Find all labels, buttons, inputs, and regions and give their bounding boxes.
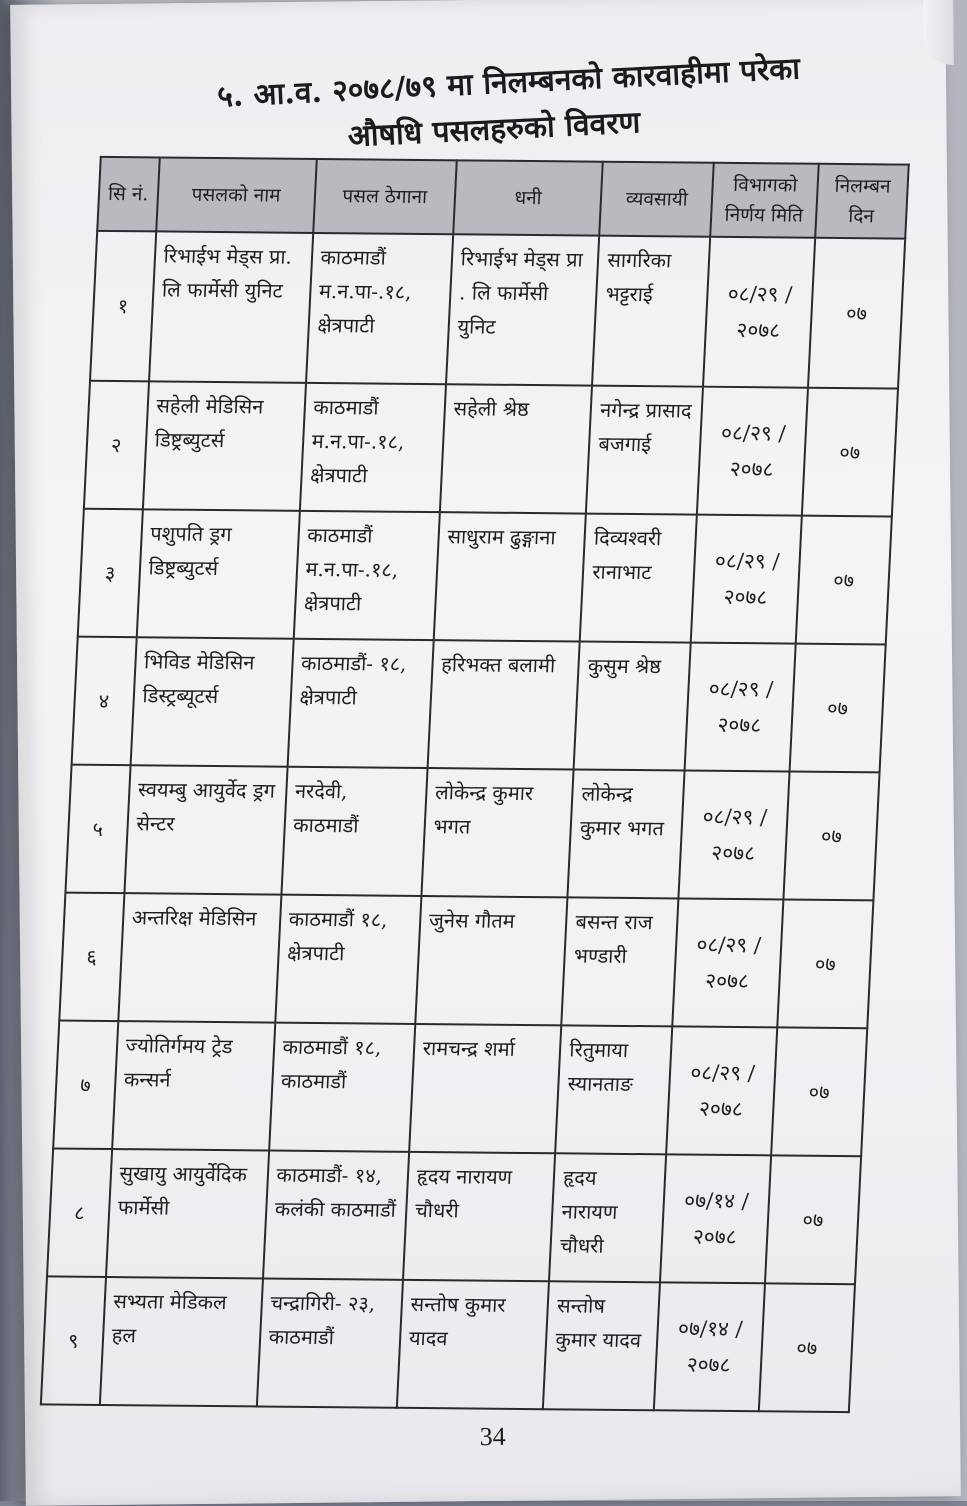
cell-decision-date: ०८/२९ /२०७८ (703, 237, 815, 388)
cell-professional: हृदय नारायण चौधरी (549, 1153, 666, 1282)
cell-owner: सन्तोष कुमार यादव (397, 1280, 550, 1409)
cell-professional: कुसुम श्रेष्ठ (574, 642, 691, 771)
cell-owner: रिभाईभ मेड्स प्रा . लि फार्मेसी युनिट (446, 234, 600, 385)
table-row (72, 637, 886, 773)
cell-suspension-days: ०७ (796, 516, 892, 645)
column-header-sn: सि नं. (97, 157, 159, 232)
cell-owner: हृदय नारायण चौधरी (403, 1152, 556, 1281)
column-header-suspension-days: निलम्बन दिन (815, 164, 909, 239)
cell-shop-name: भिविड मेडिसिन डिस्ट्रब्यूटर्स (130, 637, 293, 766)
cell-sn: २ (84, 381, 149, 510)
cell-decision-date: ०७/१४ /२०७८ (660, 1154, 771, 1283)
cell-owner: रामचन्द्र शर्मा (409, 1024, 562, 1153)
page-title-line-1: ५. आ.व. २०७८/७९ मा निलम्बनको कारवाहीमा परेका (216, 51, 801, 115)
suspension-table-container (40, 156, 910, 1413)
cell-owner: लोकेन्द्र कुमार भगत (421, 768, 574, 897)
column-header-professional: व्यवसायी (600, 162, 714, 237)
cell-sn: ८ (47, 1148, 112, 1277)
table-row (53, 1021, 867, 1157)
cell-suspension-days: ०७ (771, 1027, 867, 1156)
cell-professional: रितुमाया स्यानताङ (555, 1025, 672, 1154)
column-header-decision-date: विभागको निर्णय मिति (710, 163, 818, 238)
cell-address: काठमाडौं १८, काठमाडौं (269, 1023, 415, 1152)
column-header-owner: धनी (453, 160, 603, 235)
cell-sn: ४ (72, 637, 137, 766)
cell-suspension-days: ०७ (789, 644, 885, 773)
cell-suspension-days: ०७ (808, 238, 905, 389)
cell-sn: ९ (41, 1276, 106, 1405)
cell-sn: १ (90, 231, 156, 382)
book-page (10, 0, 961, 1506)
cell-sn: ७ (53, 1021, 118, 1150)
cell-shop-name: ज्योतिर्गमय ट्रेड कन्सर्न (112, 1021, 275, 1150)
table-row (78, 509, 892, 645)
cell-shop-name: सुखायु आयुर्वेदिक फार्मेसी (106, 1149, 269, 1278)
cell-suspension-days: ०७ (802, 388, 898, 517)
table-row (47, 1148, 861, 1284)
cell-decision-date: ०८/२९ /२०७८ (673, 898, 784, 1027)
cell-shop-name: स्वयम्बु आयुर्वेद ड्रग सेन्टर (124, 765, 287, 894)
cell-address: काठमाडौं म.न.पा-.१८, क्षेत्रपाटी (299, 383, 445, 512)
cell-professional: बसन्त राज भण्डारी (562, 897, 679, 1026)
cell-owner: साधुराम ढुङ्गाना (434, 512, 587, 641)
cell-sn: ६ (59, 893, 124, 1022)
table-row (59, 893, 873, 1029)
cell-shop-name: सहेली मेडिसिन डिष्ट्रब्युटर्स (142, 381, 305, 510)
cell-owner: जुनेस गौतम (415, 896, 568, 1025)
suspension-table (40, 156, 910, 1413)
table-row (65, 765, 879, 901)
page-number: 34 (479, 1421, 506, 1452)
cell-suspension-days: ०७ (759, 1283, 855, 1412)
cell-address: काठमाडौं म.न.पा-.१८, क्षेत्रपाटी (293, 511, 439, 640)
cell-suspension-days: ०७ (783, 772, 879, 901)
cell-owner: हरिभक्त बलामी (427, 640, 580, 769)
column-header-shop-name: पसलको नाम (156, 157, 317, 232)
cell-suspension-days: ०७ (777, 899, 873, 1028)
cell-sn: ३ (78, 509, 143, 638)
table-row (41, 1276, 855, 1412)
column-header-address: पसल ठेगाना (313, 159, 457, 234)
cell-address: काठमाडौं- १८, क्षेत्रपाटी (287, 639, 433, 768)
cell-decision-date: ०८/२९ /२०७८ (685, 643, 796, 772)
cell-professional: लोकेन्द्र कुमार भगत (568, 769, 685, 898)
cell-shop-name: रिभाईभ मेड्स प्रा. लि फार्मेसी युनिट (149, 231, 313, 382)
table-row (84, 381, 898, 517)
cell-sn: ५ (65, 765, 130, 894)
table-row (90, 231, 905, 389)
cell-professional: नगेन्द्र प्रासाद बजगाई (586, 386, 703, 515)
cell-decision-date: ०८/२९ /२०७८ (679, 771, 790, 900)
cell-decision-date: ०८/२९ /२०७८ (691, 515, 802, 644)
cell-professional: सागरिका भट्टराई (592, 236, 710, 387)
cell-address: नरदेवी, काठमाडौं (281, 767, 427, 896)
page-title-line-2: औषधि पसलहरुको विवरण (347, 105, 642, 155)
cell-address: काठमाडौं- १४, कलंकी काठमाडौं (263, 1151, 409, 1280)
cell-professional: सन्तोष कुमार यादव (543, 1281, 660, 1410)
cell-decision-date: ०८/२९ /२०७८ (666, 1026, 777, 1155)
cell-shop-name: अन्तरिक्ष मेडिसिन (118, 893, 281, 1022)
cell-shop-name: पशुपति ड्रग डिष्ट्रब्युटर्स (136, 509, 299, 638)
cell-shop-name: सभ्यता मेडिकल हल (99, 1277, 262, 1406)
cell-decision-date: ०८/२९ /२०७८ (697, 387, 808, 516)
cell-professional: दिव्यश्वरी रानाभाट (580, 514, 697, 643)
cell-suspension-days: ०७ (765, 1155, 861, 1284)
cell-address: काठमाडौं १८, क्षेत्रपाटी (275, 895, 421, 1024)
cell-address: चन्द्रागिरी- २३, काठमाडौं (256, 1278, 402, 1407)
table-header-row (97, 157, 909, 239)
cell-owner: सहेली श्रेष्ठ (440, 384, 593, 513)
cell-address: काठमाडौं म.न.पा-.१८, क्षेत्रपाटी (306, 233, 453, 384)
cell-decision-date: ०७/१४ /२०७८ (654, 1282, 765, 1411)
